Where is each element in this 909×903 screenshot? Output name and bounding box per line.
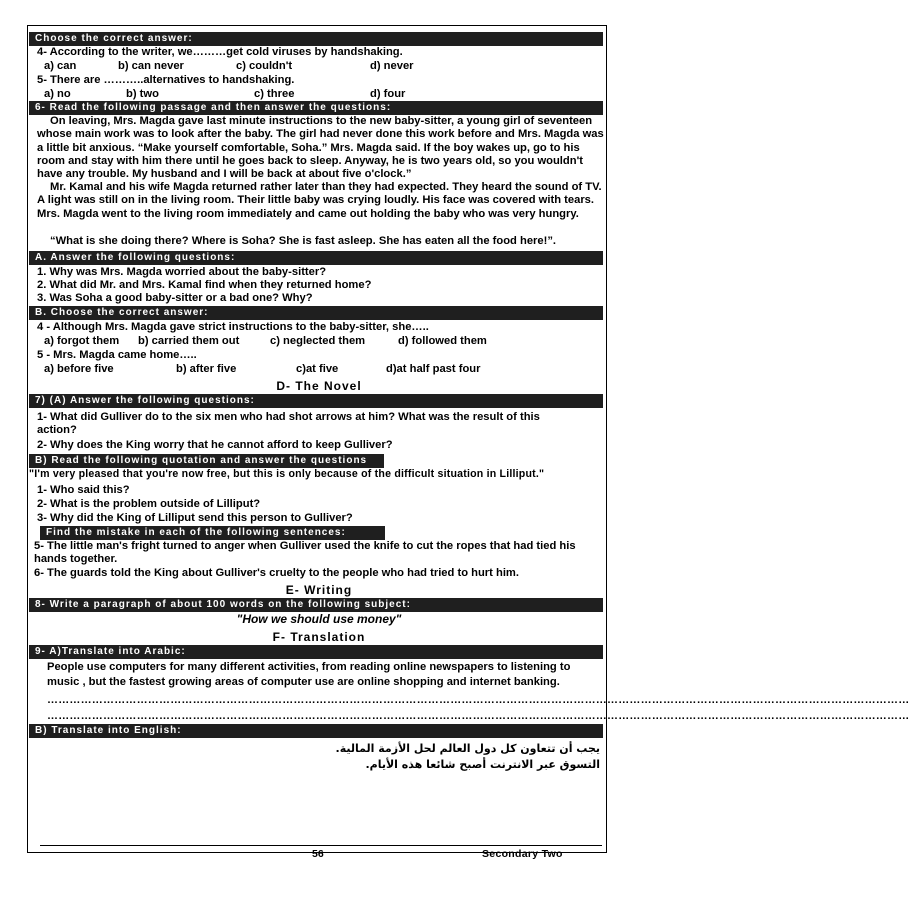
passage-paragraph-2: Mr. Kamal and his wife Magda returned rather later than they had expected. They heard the sound of TV. A light was still on in the living room. Their little baby was crying loudly. His face was covered with tears. Mrs. Magda went to the living room immediately and came out holding the baby who was very hungry. (37, 181, 602, 220)
part-a-question-3: 3. Was Soha a good baby-sitter or a bad one? Why? (37, 292, 313, 304)
arabic-sentence-2: التسوق عبر الانترنت أصبح شائعا هذه الأيام. (365, 758, 600, 771)
option-a: a) can (44, 60, 77, 72)
writing-subject: "How we should use money" (236, 612, 402, 626)
novel-heading: D- The Novel (276, 379, 362, 393)
option-b: b) carried them out (138, 335, 240, 347)
quotation-question-3: 3- Why did the King of Lilliput send this person to Gulliver? (37, 512, 353, 524)
part-b-question-4: 4 - Although Mrs. Magda gave strict instructions to the baby-sitter, she….. (37, 321, 429, 333)
translation-english-text: People use computers for many different activities, from reading online newspapers to listening to music , but the fastest growing areas of computer use are online shopping and internet banking. (47, 661, 571, 688)
quotation-text: "I'm very pleased that you're now free, but this is only because of the difficult situation in Lilliput." (29, 468, 545, 480)
novel-question-2: 2- Why does the King worry that he cannot afford to keep Gulliver? (37, 439, 393, 451)
option-b: b) two (126, 88, 159, 100)
arabic-sentence-1: يجب أن تتعاون كل دول العالم لحل الأزمة المالية. (335, 742, 600, 755)
page-number: 56 (312, 848, 324, 860)
mistake-sentence-6: 6- The guards told the King about Gulliver's cruelty to the people who had tried to hurt him. (34, 567, 519, 579)
section-bar-choose: Choose the correct answer: (29, 32, 603, 46)
part-a-question-1: 1. Why was Mrs. Magda worried about the baby-sitter? (37, 266, 327, 278)
novel-question-1: 1- What did Gulliver do to the six men who had shot arrows at him? What was the result of this action? (37, 411, 540, 437)
option-d: d)at half past four (386, 363, 481, 375)
option-c: c)at five (296, 363, 339, 375)
translation-heading: F- Translation (272, 630, 366, 644)
mistake-sentence-5: 5- The little man's fright turned to anger when Gulliver used the knife to cut the ropes that had tied his hands together. (34, 540, 576, 566)
option-c: c) neglected them (270, 335, 366, 347)
section-bar-novel: 7) (A) Answer the following questions: (29, 394, 603, 408)
section-bar-quotation: B) Read the following quotation and answer the questions (29, 454, 384, 468)
section-bar-mistake: Find the mistake in each of the following sentences: (40, 526, 385, 540)
passage-paragraph-3: “What is she doing there? Where is Soha? She is fast asleep. She has eaten all the food here!”. (50, 235, 557, 247)
option-a: a) before five (44, 363, 114, 375)
section-bar-passage: 6- Read the following passage and then answer the questions: (29, 101, 603, 115)
question-4: 4- According to the writer, we………get cold viruses by handshaking. (37, 46, 403, 58)
option-c: c) couldn't (236, 60, 293, 72)
footer-rule (40, 845, 602, 846)
part-b-question-5: 5 - Mrs. Magda came home….. (37, 349, 197, 361)
section-bar-answer: A. Answer the following questions: (29, 251, 603, 265)
option-b: b) after five (176, 363, 237, 375)
quotation-question-1: 1- Who said this? (37, 484, 130, 496)
passage-paragraph-1: On leaving, Mrs. Magda gave last minute instructions to the new baby-sitter, a young girl of seventeen whose main work was to look after the baby. The girl had never done this work before and Mrs. Magda was a little bit anxious. “Make yourself comfortable, Soha.” Mrs. Magda said. If the boy wakes up, go to his room and stay with him there until he goes back to sleep. Anyway, he is two years old, so you wouldn't have any trouble. My husband and I will be back at about five o'clock.” (37, 115, 604, 181)
option-c: c) three (254, 88, 295, 100)
writing-heading: E- Writing (285, 583, 353, 597)
option-d: d) four (370, 88, 406, 100)
option-a: a) forgot them (44, 335, 120, 347)
option-b: b) can never (118, 60, 184, 72)
option-d: d) followed them (398, 335, 487, 347)
quotation-question-2: 2- What is the problem outside of Lilliput? (37, 498, 261, 510)
answer-line-1: …………………………………………………………………………………………………………………………………………………………………………………………………………… (47, 694, 909, 706)
section-bar-translate-arabic: 9- A)Translate into Arabic: (29, 645, 603, 659)
option-d: d) never (370, 60, 414, 72)
footer-level: Secondary Two (482, 848, 563, 860)
question-5: 5- There are ………..alternatives to handshaking. (37, 74, 295, 86)
answer-line-2: …………………………………………………………………………………………………………………………………………………………………………………………………………… (47, 710, 909, 722)
section-bar-choose-b: B. Choose the correct answer: (29, 306, 603, 320)
option-a: a) no (44, 88, 71, 100)
section-bar-paragraph: 8- Write a paragraph of about 100 words on the following subject: (29, 598, 603, 612)
section-bar-translate-english: B) Translate into English: (29, 724, 603, 738)
part-a-question-2: 2. What did Mr. and Mrs. Kamal find when they returned home? (37, 279, 372, 291)
